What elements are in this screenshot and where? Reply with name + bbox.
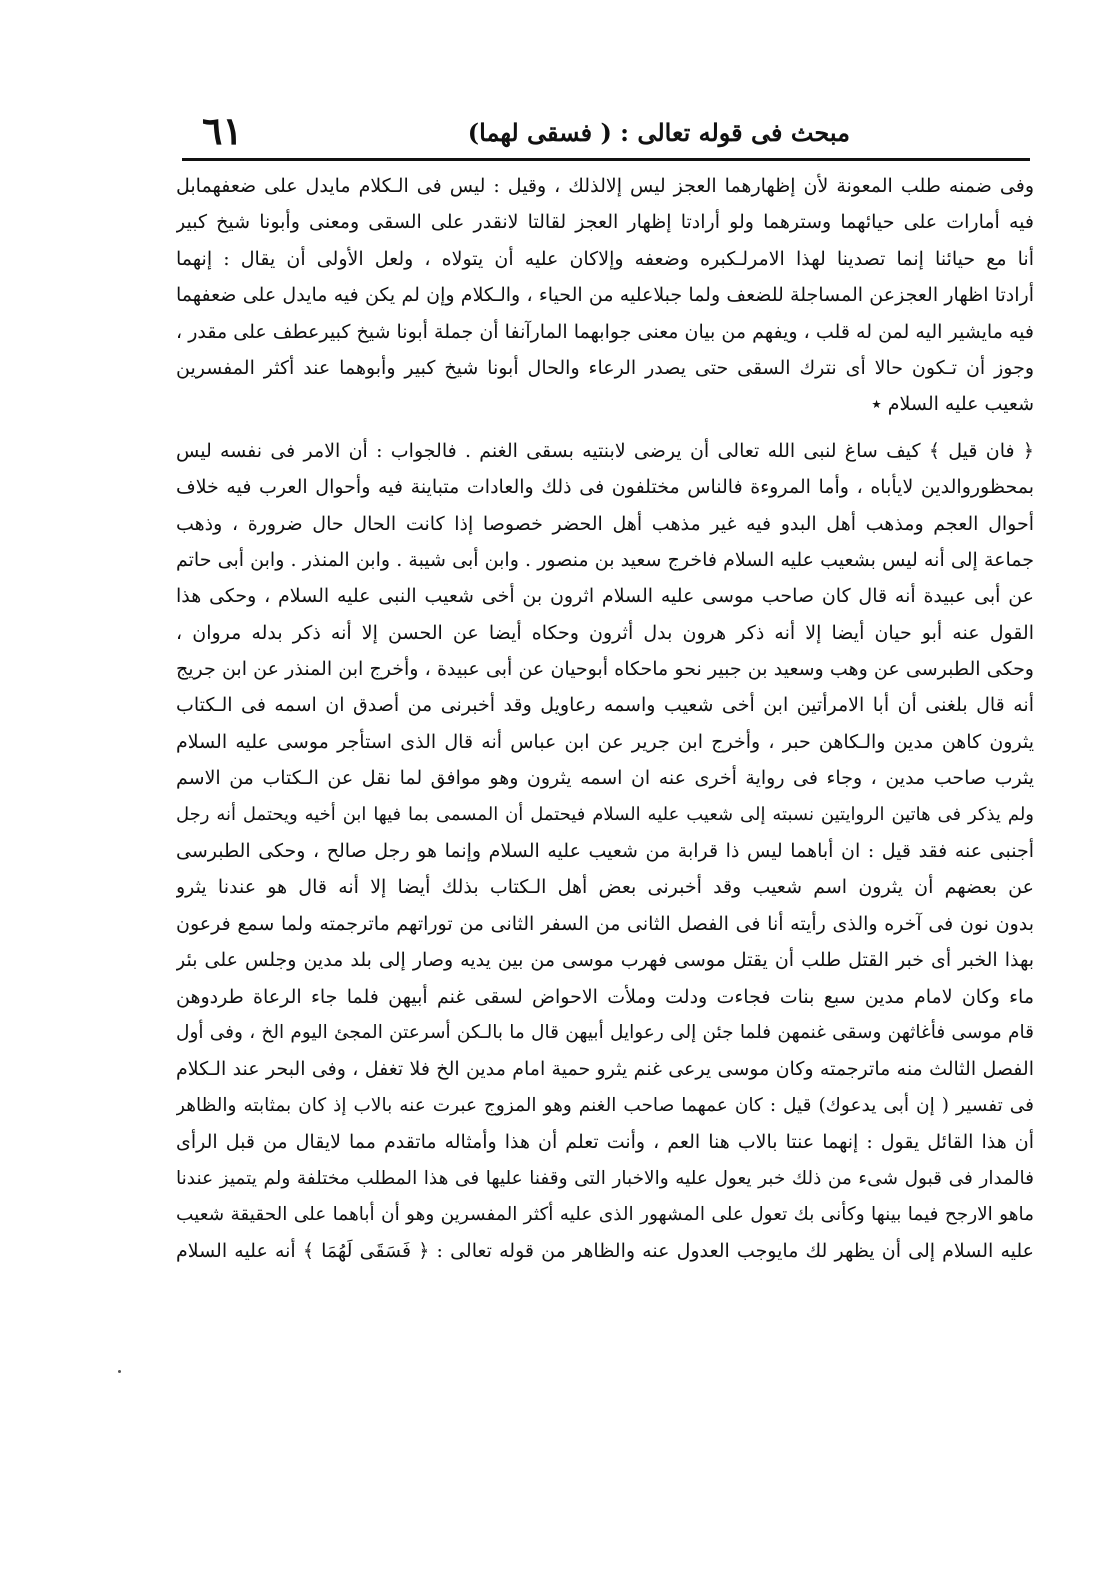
scan-speck bbox=[118, 1370, 121, 1373]
paragraph-gap bbox=[176, 423, 1034, 433]
text-line: الفصل الثالث منه ماترجمته وكان موسى يرعى غنم يثرو حمية امام مدين الخ فلا تغفل ، وفى البحر عند الـكلام bbox=[176, 1058, 1034, 1081]
paragraph-1 bbox=[176, 168, 1034, 423]
page-number: ٦١ bbox=[202, 108, 243, 153]
text-line: أنه قال بلغنى أن أبا الامرأتين ابن أخى شعيب واسمه رعاويل وقد أخبرنى من أصدق ان اسمه فى الـكتاب bbox=[176, 694, 1034, 717]
text-line: بمحظوروالدين لايأباه ، وأما المروءة فالناس مختلفون فى ذلك والعادات متباينة فيه وأحوال العرب فيه خلاف bbox=[176, 476, 1034, 499]
text-line: عليه السلام إلى أن يظهر لك مايوجب العدول عنه والظاهر من قوله تعالى : ﴿ فَسَقَى لَهُمَا ﴾ أنه عليه السلام bbox=[176, 1240, 1034, 1263]
header-rule bbox=[182, 158, 1030, 161]
text-line: فيه أمارات على حيائهما وسترهما ولو أرادتا إظهار العجز لقالتا لانقدر على السقى ومعنى وأبونا شيخ كبير bbox=[176, 211, 1034, 234]
text-line: عن أبى عبيدة أنه قال كان صاحب موسى عليه السلام اثرون بن أخى شعيب النبى عليه السلام ، وحكى هذا bbox=[176, 585, 1034, 608]
text-line: ماهو الارجح فيما بينها وكأنى بك تعول على المشهور الذى عليه أكثر المفسرين وهو أن أباهما على الحقيقة شعيب bbox=[176, 1203, 1034, 1225]
text-line: وجوز أن تـكون حالا أى نترك السقى حتى يصدر الرعاء والحال أبونا شيخ كبير وأبوهما عند أكثر المفسرين bbox=[176, 356, 1034, 379]
text-line: ﴿ فان قيل ﴾ كيف ساغ لنبى الله تعالى أن يرضى لابنتيه بسقى الغنم . فالجواب : أن الامر فى نفسه ليس bbox=[176, 439, 1034, 462]
text-line: بدون نون فى آخره والذى رأيته أنا فى الفصل الثانى من السفر الثانى من توراتهم ماترجمته ولما سمع فرعون bbox=[176, 912, 1034, 935]
running-header bbox=[178, 108, 1030, 156]
text-line: وفى ضمنه طلب المعونة لأن إظهارهما العجز ليس إلالذلك ، وقيل : ليس فى الـكلام مايدل على ضعفهمابل bbox=[176, 175, 1034, 197]
text-line: أجنبى عنه فقد قيل : ان أباهما ليس ذا قرابة من شعيب عليه السلام وإنما هو رجل صالح ، وحكى الطبرسى bbox=[176, 840, 1034, 863]
text-line: أنا مع حيائنا إنما تصدينا لهذا الامرلـكبره وضعفه وإلاكان عليه أن يتولاه ، ولعل الأولى أن يقال : إنهما bbox=[176, 247, 1034, 270]
text-line: ماء وكان لامام مدين سبع بنات فجاءت ودلت وملأت الاحواض لسقى غنم أبيهن فلما جاء الرعاة طردوهن bbox=[176, 985, 1034, 1008]
text-line: أن هذا القائل يقول : إنهما عنتا بالاب هنا العم ، وأنت تعلم أن هذا وأمثاله ماتقدم مما لايقال من قبل الرأى bbox=[176, 1131, 1034, 1154]
running-header-title: مبحث فى قوله تعالى : ( فسقى لهما) bbox=[467, 118, 850, 147]
text-line: فيه مايشير اليه لمن له قلب ، ويفهم من بيان معنى جوابهما المارآنفا أن جملة أبونا شيخ كبيرعطف على مقدر ، bbox=[176, 320, 1034, 343]
text-line: ولم يذكر فى هاتين الروايتين نسبته إلى شعيب عليه السلام فيحتمل أن المسمى بما فيها ابن أخيه ويحتمل أنه رجل bbox=[176, 803, 1034, 825]
text-line: القول عنه أبو حيان أيضا إلا أنه ذكر هرون بدل أثرون وحكاه أيضا عن الحسن إلا أنه ذكر بدله مروان ، bbox=[176, 621, 1034, 644]
text-line: جماعة إلى أنه ليس بشعيب عليه السلام فاخرج سعيد بن منصور . وابن أبى شيبة . وابن المنذر . وابن أبى حاتم bbox=[176, 548, 1034, 571]
text-line: عن بعضهم أن يثرون اسم شعيب وقد أخبرنى بعض أهل الـكتاب بذلك أيضا إلا أنه قال هو عندنا يثرو bbox=[176, 876, 1034, 899]
text-line: أحوال العجم ومذهب أهل البدو فيه غير مذهب أهل الحضر خصوصا إذا كانت الحال حال ضرورة ، وذهب bbox=[176, 512, 1034, 535]
text-line: قام موسى فأغاثهن وسقى غنمهن فلما جئن إلى رعوايل أبيهن قال ما بالـكن أسرعتن المجئ اليوم الخ ، وفى أول bbox=[176, 1021, 1034, 1043]
text-line: يثرب صاحب مدين ، وجاء فى رواية أخرى عنه ان اسمه يثرون وهو موافق لما نقل عن الـكتاب من الاسم bbox=[176, 767, 1034, 790]
text-line: فى تفسير ( إن أبى يدعوك) قيل : كان عمهما صاحب الغنم وهو المزوج عبرت عنه بالاب إذ كان بمثابته والظاهر bbox=[176, 1094, 1034, 1116]
body-text bbox=[176, 168, 1034, 1270]
paragraph-2 bbox=[176, 433, 1034, 1270]
text-line: فالمدار فى قبول شىء من ذلك خبر يعول عليه والاخبار التى وقفنا عليها فى هذا المطلب مختلفة ولم يتميز عندنا bbox=[176, 1167, 1034, 1189]
text-line: أرادتا اظهار العجزعن المساجلة للضعف ولما جبلاعليه من الحياء ، والـكلام وإن لم يكن فيه مايدل على ضعفهما bbox=[176, 284, 1034, 307]
text-line: يثرون كاهن مدين والـكاهن حبر ، وأخرج ابن جرير عن ابن عباس أنه قال الذى استأجر موسى عليه السلام bbox=[176, 730, 1034, 753]
text-line: وحكى الطبرسى عن وهب وسعيد بن جبير نحو ماحكاه أبوحيان عن أبى عبيدة ، وأخرج ابن المنذر عن ابن جريج bbox=[176, 658, 1034, 681]
text-line: بهذا الخبر أى خبر القتل طلب أن يقتل موسى فهرب موسى من بين يديه وصار إلى بلد مدين وجلس على بئر bbox=[176, 949, 1034, 972]
text-line: شعيب عليه السلام ٭ bbox=[871, 393, 1034, 416]
